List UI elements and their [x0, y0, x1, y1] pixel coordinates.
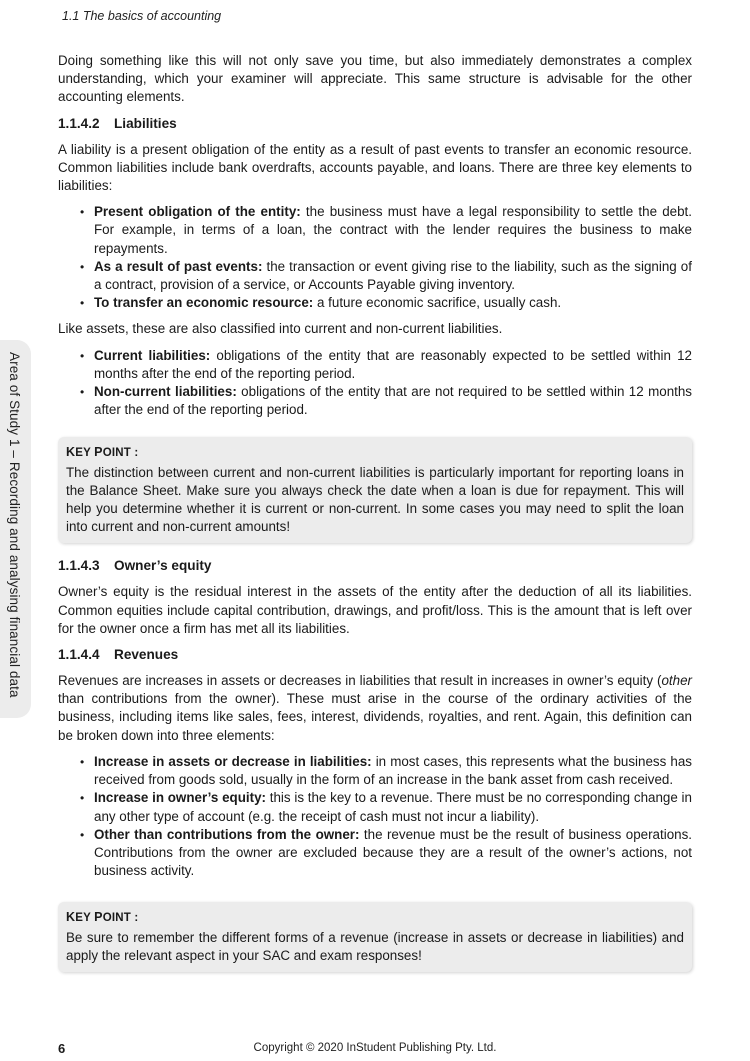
running-header: 1.1 The basics of accounting	[62, 9, 222, 23]
list-item	[94, 383, 692, 419]
list-item	[94, 753, 692, 789]
section-heading-liabilities	[58, 115, 692, 133]
section-heading-owners-equity	[58, 557, 692, 575]
liabilities-classification-list	[58, 347, 692, 420]
key-point-text: Be sure to remember the different forms of a revenue (increase in assets or decrease in liabilities) and apply the relevant aspect in your SAC and exam responses!	[66, 929, 684, 963]
section-title: Revenues	[114, 647, 179, 663]
description: the transaction or event giving rise to the liability, such as the signing of a contract, provision of a service, or Accounts Payable giving inventory.	[94, 258, 692, 293]
description: this is the key to a revenue. There must be no corresponding change in any other type of account (e.g. the receipt of cash must not incur a liability).	[94, 790, 692, 824]
side-tab-label: Area of Study 1 – Recording and analysing financial data	[7, 352, 22, 698]
description: the revenue must be the result of business operations. Contributions from the owner are excluded because they are a result of the owner’s actions, not business activity.	[94, 826, 692, 879]
revenues-definition: Revenues are increases in assets or decreases in liabilities that result in increases in owner’s equity (other than contributions from the owner). These must arise in the course of the ordinary activities of the business, including items like sales, fees, interest, dividends, royalties, and rent. Again, this definition can be broken down into three elements:	[58, 673, 692, 743]
term: To transfer an economic resource:	[94, 295, 314, 311]
copyright-text: Copyright © 2020 InStudent Publishing Pty. Ltd.	[253, 1042, 497, 1054]
description: obligations of the entity that are not required to be settled within 12 months after the end of the reporting period.	[94, 384, 693, 418]
intro-paragraph: Doing something like this will not only save you time, but also immediately demonstrates a complex understanding, which your examiner will appreciate. This same structure is advisable for the other accounting elements.	[58, 53, 692, 105]
term: Non-current liabilities:	[94, 384, 237, 400]
revenues-elements-list	[58, 753, 692, 880]
classification-intro: Like assets, these are also classified into current and non-current liabilities.	[58, 321, 503, 337]
key-point-title: KEY POINT :	[66, 445, 139, 460]
list-item	[94, 826, 692, 881]
key-point-text: The distinction between current and non-current liabilities is particularly important for reporting loans in the Balance Sheet. Make sure you always check the date when a loan is due for repayment. This will help you determine whether it is current or non-current. In some cases you may need to split the loan into current and non-current amounts!	[66, 464, 684, 535]
term: Other than contributions from the owner:	[94, 826, 360, 842]
page-number: 6	[58, 1041, 66, 1056]
list-item	[94, 294, 692, 312]
description: the business must have a legal responsibility to settle the debt. For example, in terms of a loan, the contract with the lender requires the business to make repayments.	[94, 204, 692, 256]
description: a future economic sacrifice, usually cash.	[313, 295, 562, 311]
term: Current liabilities:	[94, 347, 211, 363]
section-title: Owner’s equity	[114, 558, 212, 574]
description: in most cases, this represents what the business has received from goods sold, usually in the form of an increase in the bank asset from cash received.	[94, 753, 692, 788]
section-number: 1.1.4.4	[58, 647, 100, 663]
section-heading-revenues	[58, 646, 692, 664]
liabilities-definition: A liability is a present obligation of the entity as a result of past events to transfer an economic resource. Common liabilities include bank overdrafts, accounts payable, and loans. There are three key elements to liabilities:	[58, 141, 692, 194]
key-point-title: KEY POINT :	[66, 910, 139, 925]
key-point-box-liabilities	[58, 437, 692, 543]
description: obligations of the entity that are reasonably expected to be settled within 12 months after the end of the reporting period.	[94, 347, 692, 381]
page-content	[58, 52, 692, 986]
list-item	[94, 347, 692, 383]
copyright-notice	[0, 1042, 750, 1054]
term: Increase in assets or decrease in liabilities:	[94, 753, 372, 769]
key-point-box-revenues	[58, 902, 692, 972]
owners-equity-definition: Owner’s equity is the residual interest in the assets of the entity after the deduction of all its liabilities. Common equities include capital contribution, drawings, and profit/loss. This is the amount that is left over for the owner once a firm has met all its liabilities.	[58, 584, 692, 636]
section-title: Liabilities	[114, 115, 177, 131]
list-item	[94, 789, 692, 825]
list-item	[94, 258, 692, 294]
section-number: 1.1.4.3	[58, 558, 100, 574]
term: Present obligation of the entity:	[94, 204, 301, 220]
term: Increase in owner’s equity:	[94, 790, 266, 806]
liabilities-elements-list	[58, 203, 692, 312]
list-item	[94, 203, 692, 258]
section-number: 1.1.4.2	[58, 115, 100, 131]
term: As a result of past events:	[94, 258, 263, 274]
